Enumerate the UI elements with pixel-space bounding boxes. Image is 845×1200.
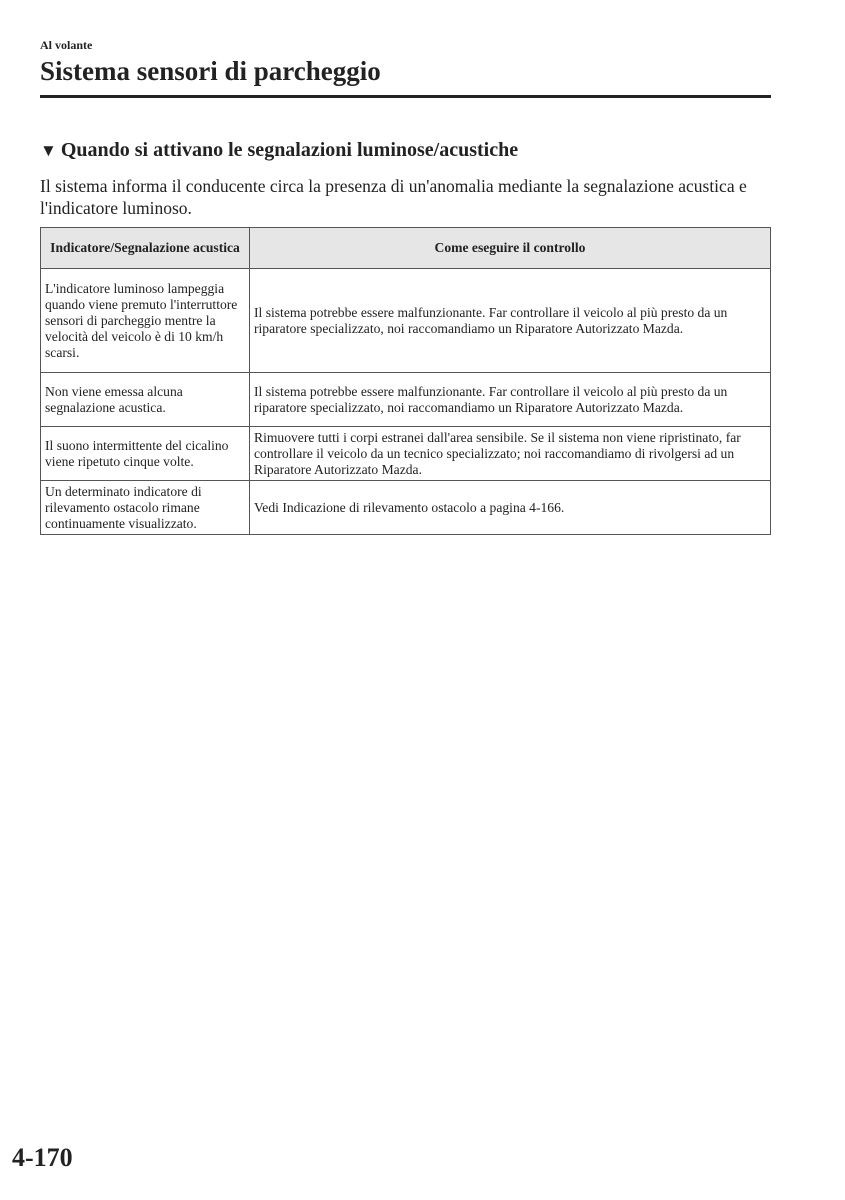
column-header-indicator: Indicatore/Segnalazione acustica: [41, 228, 250, 269]
action-cell: Il sistema potrebbe essere malfunzionante. Far controllare il veicolo al più presto da un riparatore specializzato, noi raccomandiamo un Riparatore Autorizzato Mazda.: [250, 269, 771, 373]
page-number: 4-170: [12, 1143, 73, 1172]
subheading-text: Quando si attivano le segnalazioni luminose/acustiche: [60, 139, 519, 161]
indicator-cell: Il suono intermittente del cicalino viene ripetuto cinque volte.: [41, 427, 250, 481]
action-cell: Il sistema potrebbe essere malfunzionante. Far controllare il veicolo al più presto da un riparatore specializzato, noi raccomandiamo un Riparatore Autorizzato Mazda.: [250, 373, 771, 427]
table-row: [41, 481, 771, 535]
section-label: Al volante: [40, 38, 93, 52]
action-cell: Rimuovere tutti i corpi estranei dall'area sensibile. Se il sistema non viene ripristinato, far controllare il veicolo da un tecnico specializzato; noi raccomandiamo di rivolgersi ad un Riparatore Autorizzato Mazda.: [250, 427, 771, 481]
table-header-row: [41, 228, 771, 269]
intro-paragraph: Il sistema informa il conducente circa la presenza di un'anomalia mediante la segnalazione acustica e l'indicatore luminoso.: [40, 176, 747, 218]
indicator-cell: L'indicatore luminoso lampeggia quando viene premuto l'interruttore sensori di parcheggio mentre la velocità del veicolo è di 10 km/h scarsi.: [41, 269, 250, 373]
page-title: Sistema sensori di parcheggio: [40, 56, 381, 86]
table-row: [41, 373, 771, 427]
action-cell: Vedi Indicazione di rilevamento ostacolo a pagina 4-166.: [250, 481, 771, 535]
troubleshooting-table: [40, 227, 771, 535]
column-header-action: Come eseguire il controllo: [250, 228, 771, 269]
indicator-cell: Un determinato indicatore di rilevamento ostacolo rimane continuamente visualizzato.: [41, 481, 250, 535]
table-row: [41, 269, 771, 373]
triangle-down-icon: ▼: [40, 141, 57, 160]
table-row: [41, 427, 771, 481]
subheading: [40, 139, 518, 162]
indicator-cell: Non viene emessa alcuna segnalazione acustica.: [41, 373, 250, 427]
title-divider: [40, 95, 771, 98]
